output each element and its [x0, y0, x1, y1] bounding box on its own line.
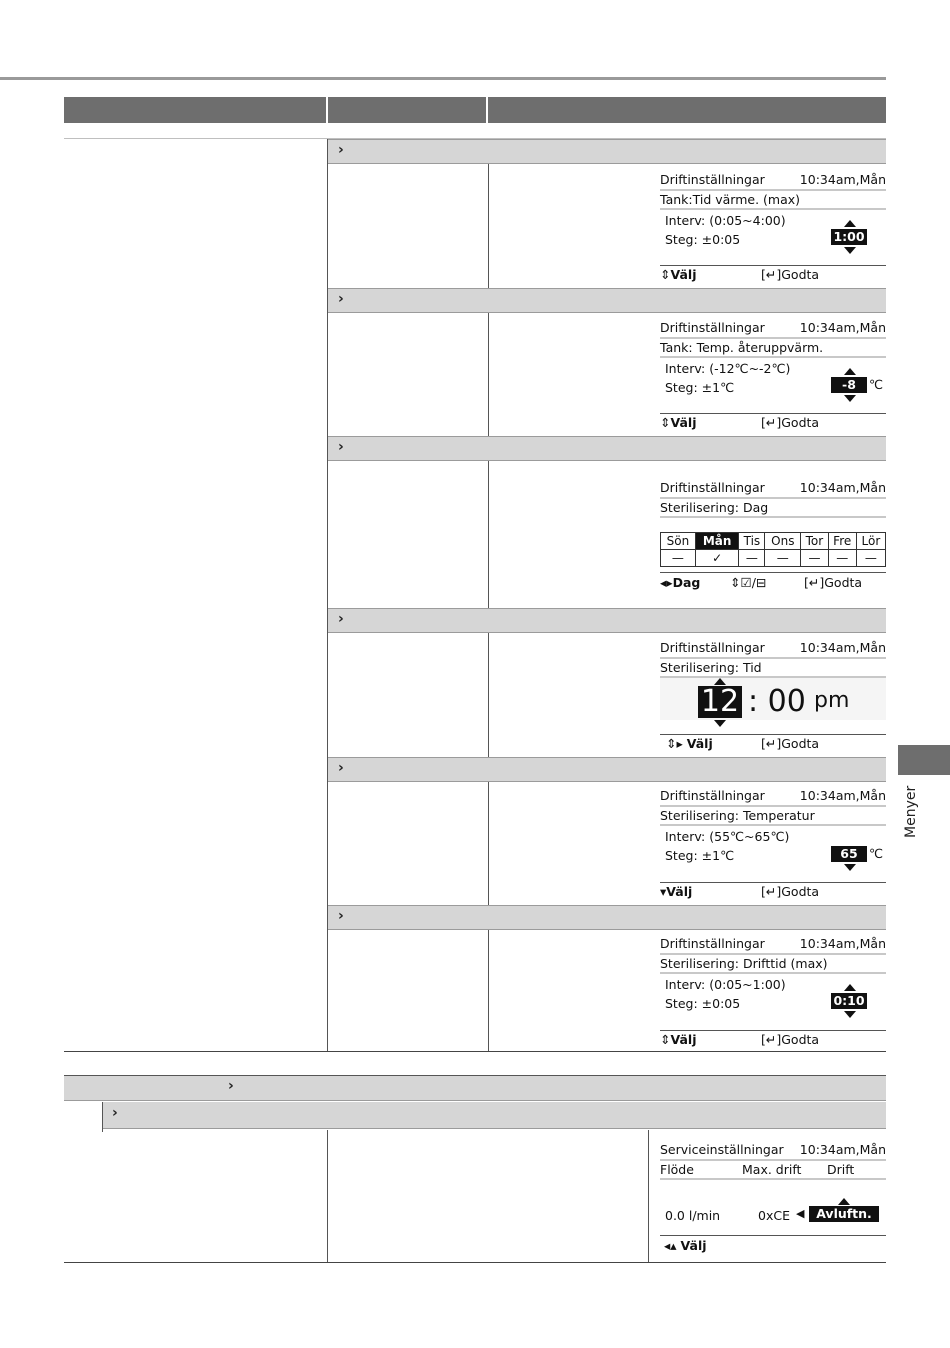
arrow-up-icon [838, 1198, 850, 1205]
day-header: Fre [828, 533, 856, 550]
day-header: Ons [765, 533, 801, 550]
side-tab [898, 745, 950, 775]
arrow-down-icon [844, 395, 856, 402]
lcd-rule [660, 189, 886, 191]
section2-col-divider-2 [648, 1130, 649, 1262]
lcd-step: Steg: ±0:05 [665, 232, 741, 247]
lcd-foot-left: ⇕Välj [660, 267, 697, 282]
section2-indent-line [102, 1102, 103, 1132]
lcd-foot-left: ◂▴ Välj [664, 1238, 707, 1253]
lcd-value: -8 [831, 377, 867, 393]
updown-icon: ⇕ [730, 575, 741, 590]
day-mark: — [828, 550, 856, 567]
col-label-flow: Flöde [660, 1162, 694, 1177]
lcd-value: 1:00 [831, 229, 867, 245]
top-rule [0, 77, 886, 80]
lcd-rule [660, 1159, 886, 1161]
row-bar-4 [328, 608, 886, 633]
day-header: Sön [661, 533, 696, 550]
chevron-right-icon: › [338, 908, 344, 924]
avluftn-button: Avluftn. [809, 1206, 879, 1222]
arrow-down-icon [844, 1011, 856, 1018]
updown-icon: ⇕ [660, 415, 671, 430]
col-label-drift: Drift [827, 1162, 855, 1177]
code-value: 0xCE [758, 1208, 790, 1223]
updown-icon: ⇕ [660, 267, 671, 282]
chevron-right-icon: › [338, 611, 344, 627]
day-mark: — [765, 550, 801, 567]
lcd-screen-steril-temp [660, 788, 886, 900]
lcd-title: Driftinställningar [660, 320, 765, 335]
row-bar-2 [328, 288, 886, 313]
minute-value: : 00 [748, 684, 806, 719]
lcd-title: Driftinställningar [660, 936, 765, 951]
lcd-time: 10:34am,Mån [799, 936, 886, 951]
lcd-rule [660, 805, 886, 807]
side-tab-label: Menyer [903, 785, 919, 838]
day-mark: — [661, 550, 696, 567]
lcd-interval: Interv: (0:05~4:00) [665, 213, 786, 228]
lcd-rule [660, 1235, 886, 1236]
enter-icon: [↵] [761, 1032, 782, 1047]
lcd-rule [660, 657, 886, 659]
lcd-rule [660, 497, 886, 499]
lcd-foot-right: [↵]Godta [761, 267, 820, 282]
chevron-right-icon: › [338, 439, 344, 455]
lcd-screen-steril-time [660, 640, 886, 752]
lcd-screen-service [660, 1142, 886, 1258]
enter-icon: [↵] [761, 884, 782, 899]
col-label-maxdrift: Max. drift [742, 1162, 802, 1177]
chevron-right-icon: › [228, 1078, 234, 1094]
lcd-screen-steril-runtime [660, 936, 886, 1048]
section2-bottom-rule [64, 1262, 886, 1263]
table-header-col2 [328, 97, 486, 123]
lcd-unit: ℃ [869, 377, 884, 392]
lcd-screen-steril-day [660, 480, 886, 596]
down-icon: ▾ [660, 884, 667, 899]
lcd-foot-mid: ⇕☑/⊟ [730, 575, 767, 590]
flow-value: 0.0 l/min [665, 1208, 721, 1223]
day-header: Tis [739, 533, 765, 550]
lcd-title: Driftinställningar [660, 788, 765, 803]
lcd-rule [660, 824, 886, 826]
day-mark: — [856, 550, 885, 567]
updown-right-icon: ⇕▸ [666, 736, 687, 751]
lcd-foot-left: ▾Välj [660, 884, 693, 899]
arrow-down-icon [844, 247, 856, 254]
lcd-rule [660, 208, 886, 210]
day-table [660, 532, 886, 567]
arrow-down-icon [714, 720, 726, 727]
chevron-right-icon: › [338, 291, 344, 307]
lcd-interval: Interv: (55℃~65℃) [665, 829, 790, 844]
lcd-time: 10:34am,Mån [799, 640, 886, 655]
leftright-icon: ◂▸ [660, 575, 673, 590]
lcd-time: 10:34am,Mån [799, 320, 886, 335]
day-header: Tor [801, 533, 828, 550]
arrow-up-icon [844, 368, 856, 375]
row-bar-5 [328, 757, 886, 782]
lcd-rule [660, 882, 886, 883]
lcd-foot-left: ⇕▸ Välj [666, 736, 713, 751]
ampm-value: pm [814, 688, 850, 713]
lcd-rule [660, 972, 886, 974]
row-bar-6 [328, 905, 886, 930]
lcd-rule [660, 734, 886, 735]
day-header: Lör [856, 533, 885, 550]
section2-bar-2 [102, 1102, 886, 1129]
day-mark: — [739, 550, 765, 567]
lcd-rule [660, 516, 886, 518]
section2-col-divider-1 [327, 1130, 328, 1262]
lcd-foot-left: ⇕Välj [660, 1032, 697, 1047]
lcd-rule [660, 1178, 886, 1180]
lcd-screen-tank-time [660, 172, 886, 284]
lcd-foot-left: ◂▸Dag [660, 575, 701, 590]
lcd-title: Driftinställningar [660, 480, 765, 495]
arrow-down-icon [844, 864, 856, 871]
lcd-rule [660, 572, 886, 573]
day-mark: ✓ [695, 550, 739, 567]
table-bottom-rule [64, 1051, 886, 1052]
arrow-up-icon [844, 984, 856, 991]
lcd-unit: ℃ [869, 846, 884, 861]
lcd-step: Steg: ±0:05 [665, 996, 741, 1011]
lcd-rule [660, 413, 886, 414]
lcd-time: 10:34am,Mån [799, 1142, 886, 1157]
lcd-interval: Interv: (-12℃~-2℃) [665, 361, 791, 376]
lcd-title: Serviceinställningar [660, 1142, 784, 1157]
lcd-step: Steg: ±1℃ [665, 380, 735, 395]
enter-icon: [↵] [761, 736, 782, 751]
arrow-up-icon [844, 220, 856, 227]
lcd-foot-right: [↵]Godta [761, 415, 820, 430]
lcd-rule [660, 337, 886, 339]
lcd-rule [660, 356, 886, 358]
time-display [660, 678, 886, 720]
lcd-screen-tank-temp [660, 320, 886, 432]
lcd-title: Driftinställningar [660, 172, 765, 187]
lcd-value: 0:10 [831, 993, 867, 1009]
lcd-foot-right: [↵]Godta [761, 736, 820, 751]
chevron-right-icon: › [338, 760, 344, 776]
arrow-left-icon: ◀ [796, 1207, 805, 1220]
lcd-foot-right: [↵]Godta [761, 1032, 820, 1047]
lcd-rule [660, 265, 886, 266]
section2-bar-1 [64, 1076, 886, 1101]
lcd-time: 10:34am,Mån [799, 480, 886, 495]
row-bar-3 [328, 436, 886, 461]
lcd-subtitle: Sterilisering: Temperatur [660, 808, 815, 823]
lcd-value: 65 [831, 846, 867, 862]
table-header-col1 [64, 97, 326, 123]
chevron-right-icon: › [112, 1105, 118, 1121]
enter-icon: [↵] [761, 267, 782, 282]
lcd-interval: Interv: (0:05~1:00) [665, 977, 786, 992]
lcd-subtitle: Sterilisering: Tid [660, 660, 762, 675]
table-header-col3 [488, 97, 886, 123]
lcd-foot-left: ⇕Välj [660, 415, 697, 430]
enter-icon: [↵] [761, 415, 782, 430]
lcd-subtitle: Tank: Temp. återuppvärm. [660, 340, 824, 355]
lcd-foot-right: [↵]Godta [804, 575, 863, 590]
lcd-step: Steg: ±1℃ [665, 848, 735, 863]
lcd-subtitle: Sterilisering: Drifttid (max) [660, 956, 828, 971]
lcd-rule [660, 953, 886, 955]
left-up-icon: ◂▴ [664, 1238, 681, 1253]
lcd-time: 10:34am,Mån [799, 788, 886, 803]
lcd-title: Driftinställningar [660, 640, 765, 655]
lcd-time: 10:34am,Mån [799, 172, 886, 187]
lcd-subtitle: Tank:Tid värme. (max) [660, 192, 801, 207]
day-header-selected: Mån [695, 533, 739, 550]
day-mark: — [801, 550, 828, 567]
lcd-rule [660, 1030, 886, 1031]
chevron-right-icon: › [338, 142, 344, 158]
lcd-subtitle: Sterilisering: Dag [660, 500, 769, 515]
hour-value: 12 [698, 686, 742, 718]
lcd-foot-right: [↵]Godta [761, 884, 820, 899]
updown-icon: ⇕ [660, 1032, 671, 1047]
enter-icon: [↵] [804, 575, 825, 590]
row-bar-1 [328, 139, 886, 164]
